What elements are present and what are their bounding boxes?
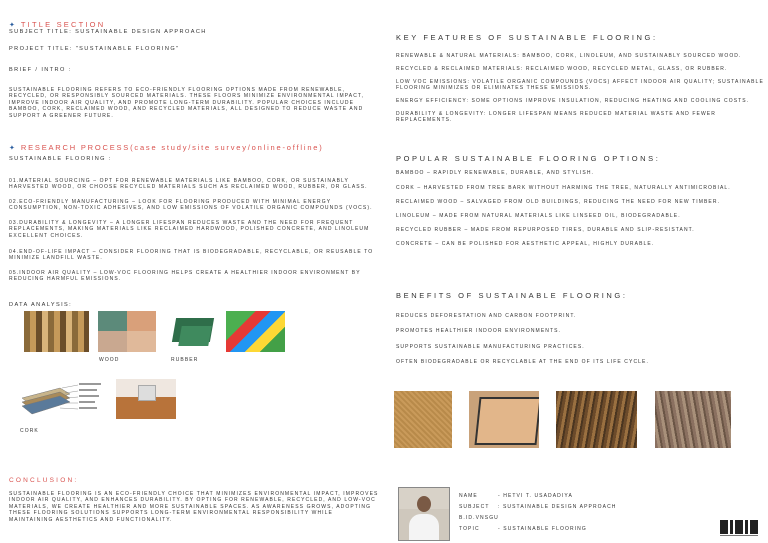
research-heading: ✦ RESEARCH PROCESS(case study/site survey/online-offline) [9, 143, 324, 152]
label-cork: CORK [20, 428, 39, 434]
subject-title: SUBJECT TITLE: SUSTAINABLE DESIGN APPROACH [9, 29, 207, 35]
key-feature-5: DURABILITY & LONGEVITY: LONGER LIFESPAN MEANS REDUCED MATERIAL WASTE AND FEWER REPLACEMENTS. [396, 111, 716, 124]
benefit-1: REDUCES DEFORESTATION AND CARBON FOOTPRINT. [396, 313, 577, 319]
wood-tiles-image [98, 311, 156, 352]
topic-value: - SUSTAINABLE FLOORING [498, 526, 587, 532]
data-analysis-heading: DATA ANALYSIS: [9, 302, 73, 308]
popular-6: CONCRETE – CAN BE POLISHED FOR AESTHETIC APPEAL, HIGHLY DURABLE. [396, 241, 655, 247]
popular-3: RECLAIMED WOOD – SALVAGED FROM OLD BUILDINGS, REDUCING THE NEED FOR NEW TIMBER. [396, 199, 721, 205]
reclaimed-wood-image [655, 391, 731, 448]
benefits-heading: BENEFITS OF SUSTAINABLE FLOORING: [396, 291, 628, 300]
program-label: B.ID.VNSGU [459, 515, 499, 521]
point-3: 03.DURABILITY & LONGEVITY – A LONGER LIFESPAN REDUCES WASTE AND THE NEED FOR FREQUENT REPLACEMENTS, MAKING MATERIALS LIKE RECLAIMED HARDWOOD, POLISHED CONCRETE, AND LINOLEUM EXCELLENT CHOICES. [9, 220, 370, 239]
bullet-icon: ✦ [9, 22, 15, 29]
benefit-3: SUPPORTS SUSTAINABLE MANUFACTURING PRACTICES. [396, 344, 585, 350]
subject-value: : SUSTAINABLE DESIGN APPROACH [498, 504, 617, 510]
key-feature-4: ENERGY EFFICIENCY: SOME OPTIONS IMPROVE INSULATION, REDUCING HEATING AND COOLING COSTS. [396, 98, 750, 104]
cork-room-image [116, 379, 176, 419]
label-rubber: RUBBER [171, 357, 199, 363]
conclusion-text: SUSTAINABLE FLOORING IS AN ECO-FRIENDLY CHOICE THAT MINIMIZES ENVIRONMENTAL IMPACT, IMPROVES INDOOR AIR QUALITY, AND ENHANCES DURABILITY. BY OPTING FOR RENEWABLE, RECYCLED, AND LOW-VOC MATERIALS, WE CREATE HEALTHIER AND MORE SUSTAINABLE SPACES. AS AWARENESS GROWS, ADOPTING THESE FLOORING SOLUTIONS SUPPORTS LONG-TERM ENVIRONMENTAL RESPONSIBILITY WHILE MAINTAINING AESTHETICS AND FUNCTIONALITY. [9, 491, 379, 523]
benefit-2: PROMOTES HEALTHIER INDOOR ENVIRONMENTS. [396, 328, 562, 334]
student-photo [398, 487, 450, 541]
subject-label: SUBJECT [459, 504, 490, 510]
benefit-4: OFTEN BIODEGRADABLE OR RECYCLABLE AT THE END OF ITS LIFE CYCLE. [396, 359, 649, 365]
point-5: 05.INDOOR AIR QUALITY – LOW-VOC FLOORING HELPS CREATE A HEALTHIER INDOOR ENVIRONMENT BY REDUCING HARMFUL EMISSIONS. [9, 270, 361, 283]
bullet-icon: ✦ [9, 145, 15, 152]
key-features-heading: KEY FEATURES OF SUSTAINABLE FLOORING: [396, 33, 658, 42]
key-feature-1: RENEWABLE & NATURAL MATERIALS: BAMBOO, CORK, LINOLEUM, AND SUSTAINABLY SOURCED WOOD. [396, 53, 742, 59]
cork-floor-image [394, 391, 452, 448]
sustainable-flooring-heading: SUSTAINABLE FLOORING : [9, 156, 112, 162]
institute-logo [720, 520, 758, 536]
popular-4: LINOLEUM – MADE FROM NATURAL MATERIALS LIKE LINSEED OIL, BIODEGRADABLE. [396, 213, 681, 219]
rubber-tiles-image [170, 312, 216, 350]
popular-1: BAMBOO – RAPIDLY RENEWABLE, DURABLE, AND STYLISH. [396, 170, 595, 176]
project-title: PROJECT TITLE: "SUSTAINABLE FLOORING" [9, 46, 180, 52]
label-wood: WOOD [99, 357, 120, 363]
point-1: 01.MATERIAL SOURCING – OPT FOR RENEWABLE MATERIALS LIKE BAMBOO, CORK, OR SUSTAINABLY HARVESTED WOOD, OR CHOOSE RECYCLED MATERIALS SUCH AS RECLAIMED WOOD, RUBBER, OR GLASS. [9, 178, 368, 191]
brief-heading: BRIEF / INTRO : [9, 67, 72, 73]
rubber-playground-image [226, 311, 285, 352]
name-label: NAME [459, 493, 478, 499]
point-4: 04.END-OF-LIFE IMPACT – CONSIDER FLOORING THAT IS BIODEGRADABLE, RECYCLABLE, OR REUSABLE TO MINIMIZE LANDFILL WASTE. [9, 249, 374, 262]
popular-5: RECYCLED RUBBER – MADE FROM REPURPOSED TIRES, DURABLE AND SLIP-RESISTANT. [396, 227, 695, 233]
key-feature-3: LOW VOC EMISSIONS: VOLATILE ORGANIC COMPOUNDS (VOCS) AFFECT INDOOR AIR QUALITY; SUSTAINABLE FLOORING MINIMIZES OR ELIMINATES THESE EMISSIONS. [396, 79, 764, 92]
popular-heading: POPULAR SUSTAINABLE FLOORING OPTIONS: [396, 154, 661, 163]
name-value: - HETVI T. USADADIYA [498, 493, 573, 499]
point-2: 02.ECO-FRIENDLY MANUFACTURING – LOOK FOR FLOORING PRODUCED WITH MINIMAL ENERGY CONSUMPTION, NON-TOXIC ADHESIVES, AND LOW EMISSIONS OF VOLATILE ORGANIC COMPOUNDS (VOCS). [9, 199, 373, 212]
title-section-heading: ✦ TITLE SECTION [9, 20, 106, 29]
conclusion-heading: CONCLUSION: [9, 477, 79, 484]
brief-text: SUSTAINABLE FLOORING REFERS TO ECO-FRIENDLY FLOORING OPTIONS MADE FROM RENEWABLE, RECYCLED, OR RESPONSIBLY SOURCED MATERIALS. THESE FLOORS MINIMIZE ENVIRONMENTAL IMPACT, IMPROVE INDOOR AIR QUALITY, AND PROMOTE LONG-TERM DURABILITY. POPULAR CHOICES INCLUDE BAMBOO, CORK, RECLAIMED WOOD, AND RECYCLED MATERIALS, ALL DESIGNED TO REDUCE WASTE AND SUPPORT A GREENER FUTURE. [9, 87, 365, 119]
popular-2: CORK – HARVESTED FROM TREE BARK WITHOUT HARMING THE TREE, NATURALLY ANTIMICROBIAL. [396, 185, 731, 191]
wood-samples-image [24, 311, 89, 352]
cork-layers-diagram [20, 380, 108, 420]
key-feature-2: RECYCLED & RECLAIMED MATERIALS: RECLAIMED WOOD, RECYCLED METAL, GLASS, OR RUBBER. [396, 66, 728, 72]
bamboo-deck-image [556, 391, 637, 448]
cork-tile-image [469, 391, 539, 448]
topic-label: TOPIC [459, 526, 480, 532]
